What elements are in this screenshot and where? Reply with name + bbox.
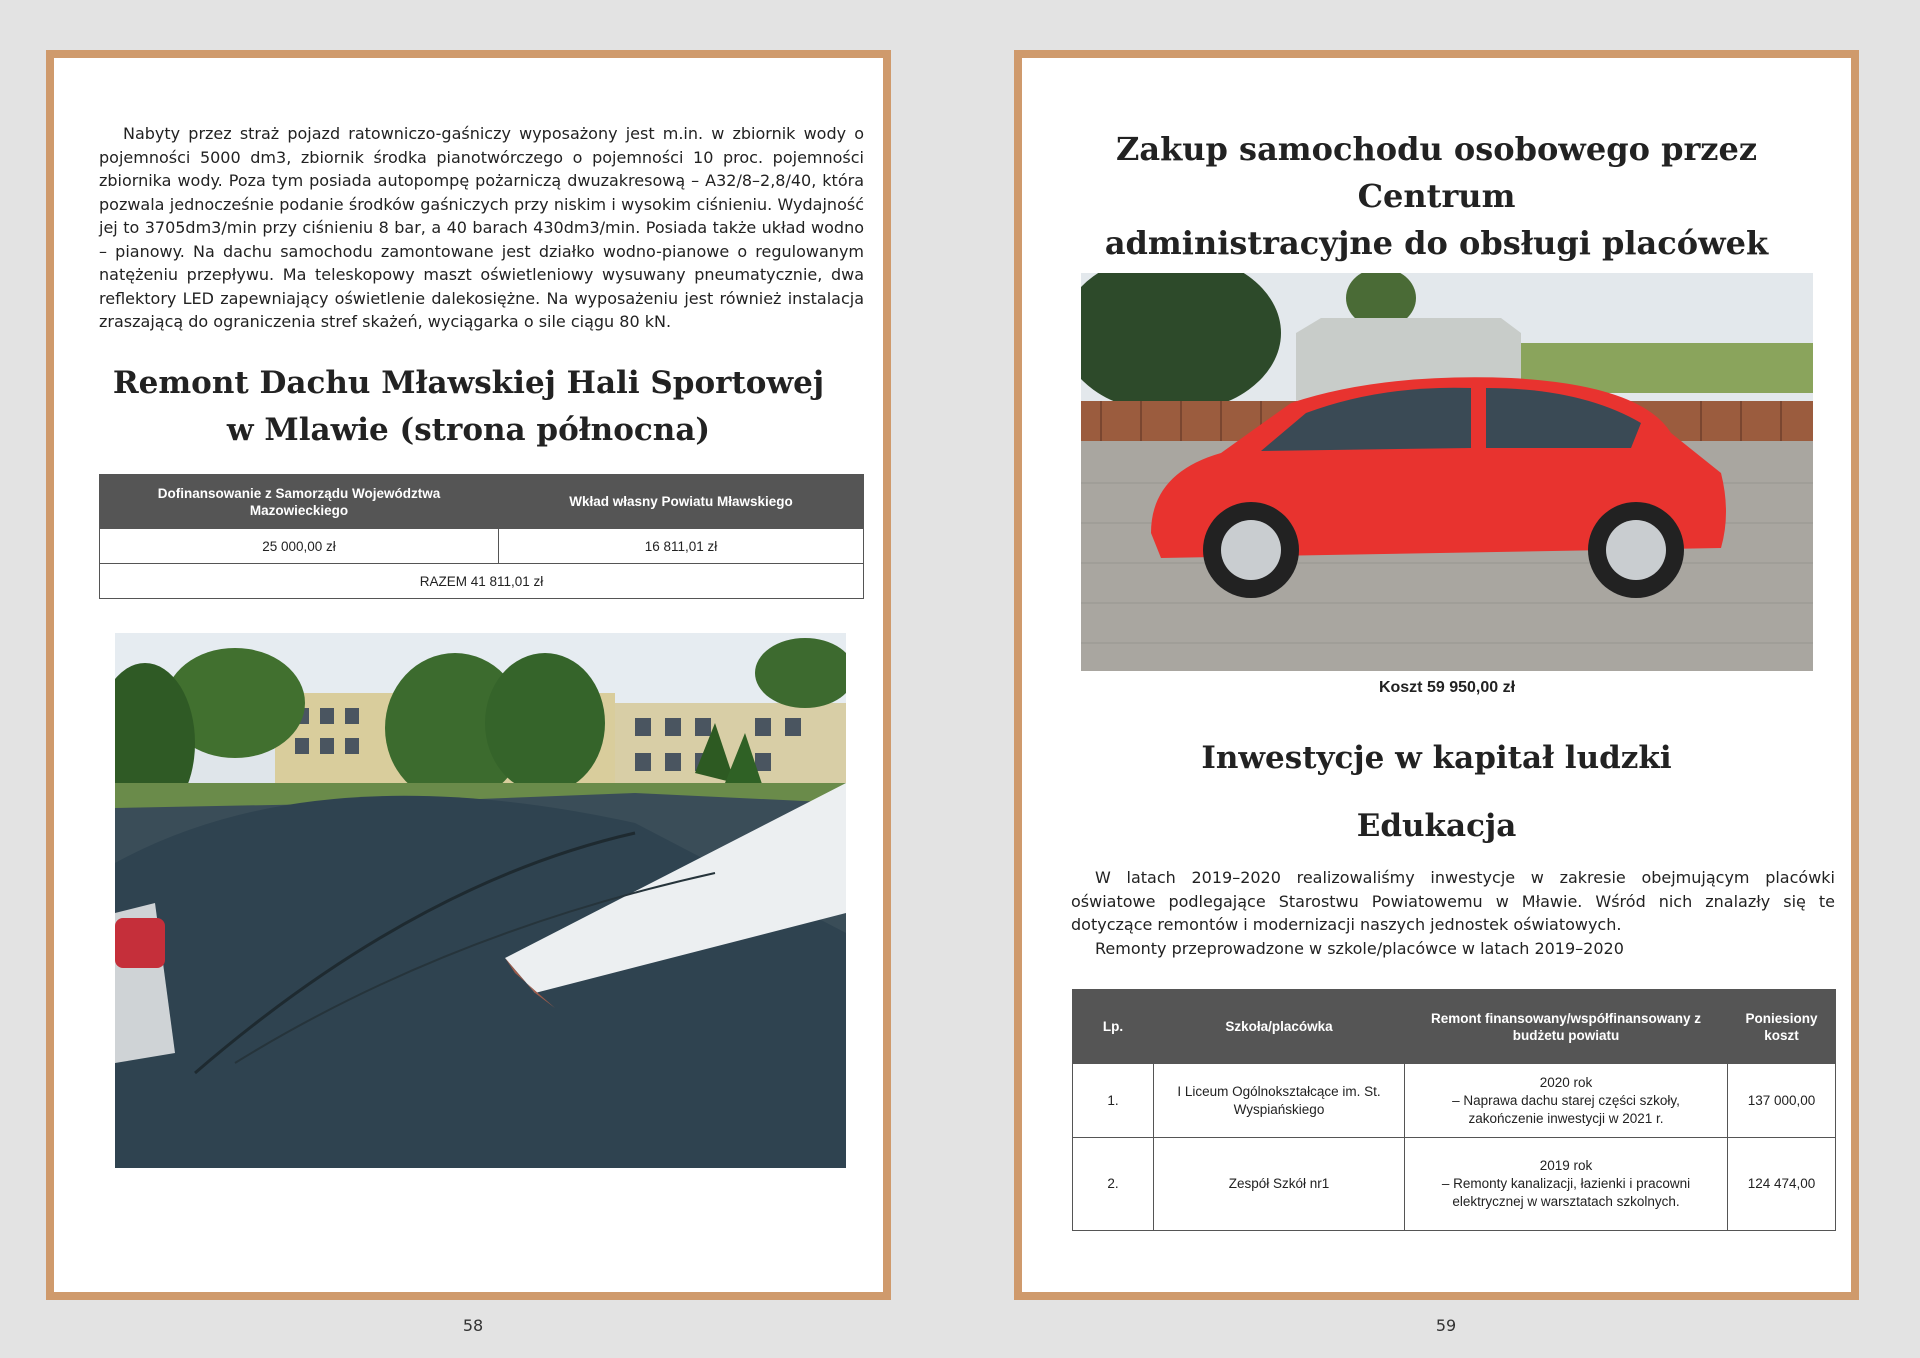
row-lp: 1. [1073,1064,1154,1138]
left-page [46,50,891,1300]
car-photo-image [1081,273,1813,671]
table-row [1073,1138,1836,1231]
row-lp: 2. [1073,1138,1154,1231]
renovation-table [1072,989,1836,1231]
roof-photo-image [115,633,846,1168]
right-page [1014,50,1859,1300]
funding-col2-value: 16 811,01 zł [499,529,864,564]
subsection-title: Edukacja [1356,808,1517,844]
funding-col1-header: Dofinansowanie z Samorządu Województwa Mazowieckiego [100,475,499,529]
car-cost-caption: Koszt 59 950,00 zł [1378,679,1516,696]
row-cost: 137 000,00 [1728,1064,1836,1138]
row-school: I Liceum Ogólnokształcące im. St. Wyspiańskiego [1154,1064,1405,1138]
roof-photo [115,633,846,1168]
funding-table [99,474,864,599]
funding-col2-header: Wkład własny Powiatu Mławskiego [499,475,864,529]
row-cost: 124 474,00 [1728,1138,1836,1231]
roof-heading: Remont Dachu Mławskiej Hali Sportowej w Mlawie (strona północna) [112,365,825,448]
row-renovation [1405,1064,1728,1138]
car-heading: Zakup samochodu osobowego przez Centrum administracyjne do obsługi placówek [1104,130,1769,262]
col-header-lp: Lp. [1073,990,1154,1064]
col-header-renovation: Remont finansowany/współfinansowany z budżetu powiatu [1405,990,1728,1064]
funding-total: RAZEM 41 811,01 zł [100,564,864,599]
section-title: Inwestycje w kapitał ludzki [1201,740,1672,776]
car-photo [1081,273,1813,671]
col-header-cost: Poniesiony koszt [1728,990,1836,1064]
row-work: – Naprawa dachu starej części szkoły, zakończenie inwestycji w 2021 r. [1452,1092,1680,1126]
funding-col1-value: 25 000,00 zł [100,529,499,564]
row-renovation [1405,1138,1728,1231]
row-school: Zespół Szkół nr1 [1154,1138,1405,1231]
education-paragraph: W latach 2019–2020 realizowaliśmy inwestycje w zakresie obejmującym placówki oświatowe podlegające Starostwu Powiatowemu w Mławie. Wśród nich znalazły się te dotyczące remontów i modernizacji naszych jednostek oświatowych. Remonty przeprowadzone w szkole/placówce w latach 2019–2020 [1071,868,1835,958]
page-number-right: 59 [1435,1316,1457,1335]
row-year: 2019 rok [1539,1158,1593,1173]
intro-paragraph: Nabyty przez straż pojazd ratowniczo-gaśniczy wyposażony jest m.in. w zbiornik wody o pojemności 5000 dm3, zbiornik środka pianotwórczego o pojemności 10 proc. pojemności zbiornika wody. Poza tym posiada autopompę pożarniczą dwuzakresową – A32/8–2,8/40, która pozwala jednocześnie podanie środków gaśniczych przy niskim i wysokim ciśnieniu. Wydajność jej to 3705dm3/min przy ciśnieniu 8 bar, a 40 barach 430dm3/min. Posiada także układ wodno – pianowy. Na dachu samochodu zamontowane jest działko wodno-pianowe o regulowanym natężeniu przepływu. Ma teleskopowy maszt oświetleniowy wysuwany pneumatycznie, dwa reflektory LED zapewniający oświetlenie dalekosiężne. Na wyposażeniu jest również instalacja zraszającą do ograniczenia stref skażeń, wyciągarka o sile ciągu 80 kN. [99,124,864,331]
table-row [1073,1064,1836,1138]
col-header-school: Szkoła/placówka [1154,990,1405,1064]
page-number-left: 58 [462,1316,484,1335]
row-year: 2020 rok [1539,1074,1593,1090]
row-work: – Remonty kanalizacji, łazienki i pracowni elektrycznej w warsztatach szkolnych. [1441,1176,1691,1209]
